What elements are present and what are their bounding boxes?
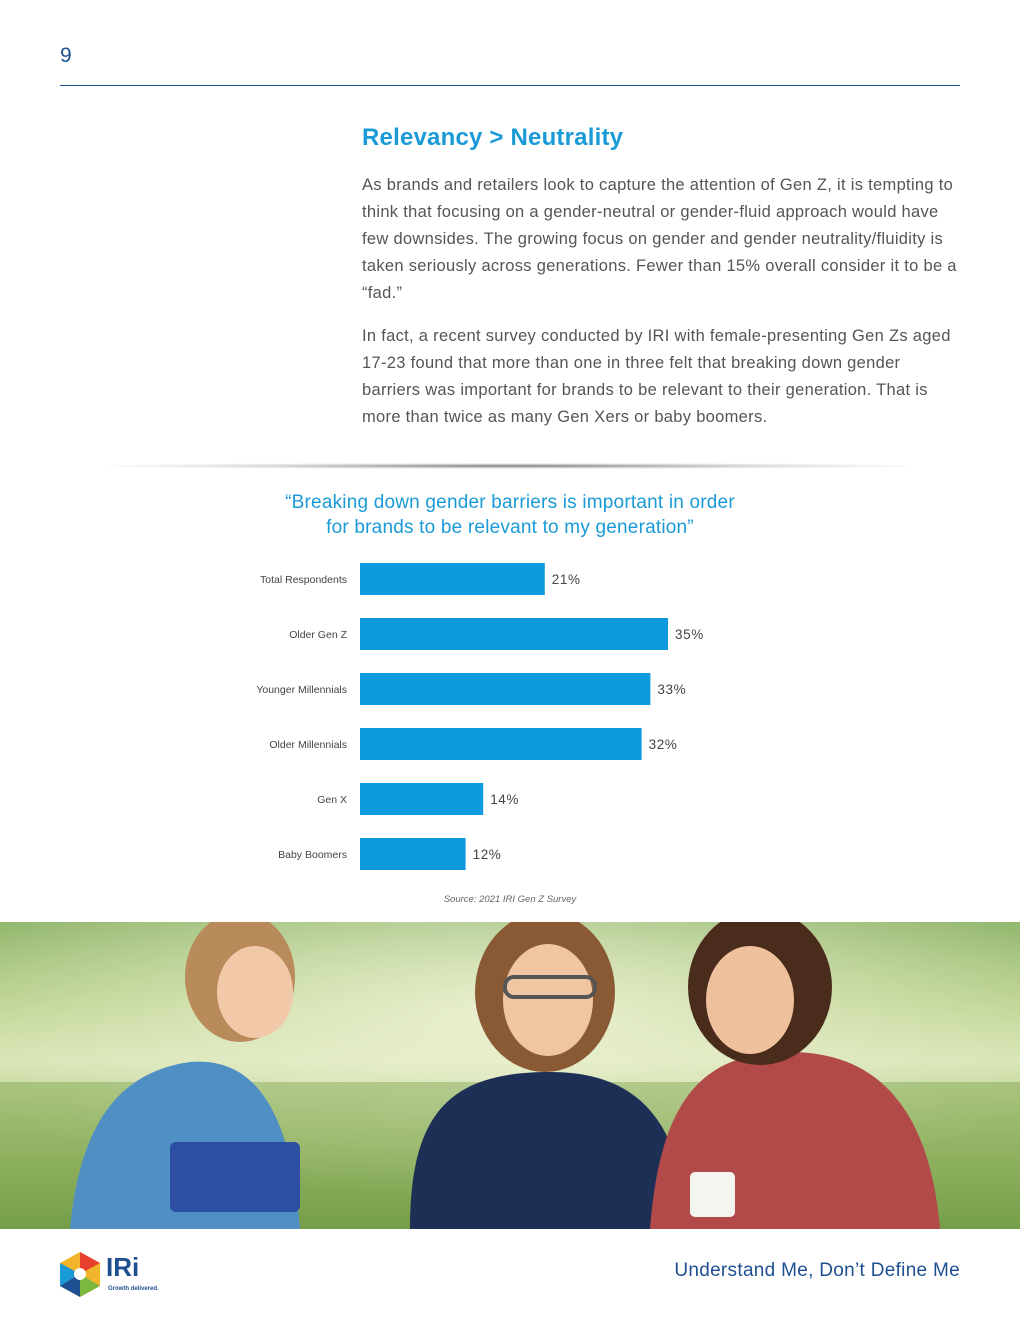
- bar: [360, 728, 642, 760]
- bar: [360, 783, 483, 815]
- bar: [360, 618, 668, 650]
- bar: [360, 673, 650, 705]
- chart-title-line-2: for brands to be relevant to my generation”: [326, 517, 694, 538]
- category-label: Older Gen Z: [289, 629, 347, 641]
- category-label: Younger Millennials: [256, 684, 347, 696]
- bar: [360, 838, 466, 870]
- chart-title-line-1: “Breaking down gender barriers is important in order: [285, 492, 735, 513]
- top-rule: [60, 85, 960, 86]
- category-label: Total Respondents: [260, 574, 347, 586]
- data-label: 21%: [551, 572, 581, 587]
- hero-photo: [0, 922, 1020, 1229]
- data-label: 14%: [490, 792, 520, 807]
- bar-chart: [0, 555, 1020, 885]
- data-label: 33%: [657, 682, 687, 697]
- page-number: 9: [60, 44, 72, 67]
- bar: [360, 563, 545, 595]
- category-label: Gen X: [317, 794, 347, 806]
- iri-logo: [58, 1250, 168, 1300]
- logo-wordmark: IRi: [106, 1252, 140, 1282]
- data-label: 32%: [648, 737, 678, 752]
- section-divider: [110, 463, 910, 469]
- category-label: Older Millennials: [269, 739, 347, 751]
- data-label: 12%: [472, 847, 502, 862]
- category-label: Baby Boomers: [278, 849, 347, 861]
- logo-tagline: Growth delivered.: [108, 1286, 159, 1292]
- data-label: 35%: [675, 627, 704, 642]
- body-paragraph-2: In fact, a recent survey conducted by IRI with female-presenting Gen Zs aged 17-23 found that more than one in three felt that breaking down gender barriers was important for brands to be relevant to their generation. That is more than twice as many Gen Xers or baby boomers.: [362, 327, 951, 426]
- footer-title: Understand Me, Don’t Define Me: [674, 1260, 960, 1281]
- chart-title: [210, 490, 810, 540]
- section-heading: Relevancy > Neutrality: [362, 124, 624, 151]
- chart-source: Source: 2021 IRI Gen Z Survey: [443, 894, 577, 905]
- body-paragraph-1: As brands and retailers look to capture the attention of Gen Z, it is tempting to think that focusing on a gender-neutral or gender-fluid approach would have few downsides. The growing focus on gender and gender neutrality/fluidity is taken seriously across generations. Fewer than 15% overall consider it to be a “fad.”: [362, 176, 957, 302]
